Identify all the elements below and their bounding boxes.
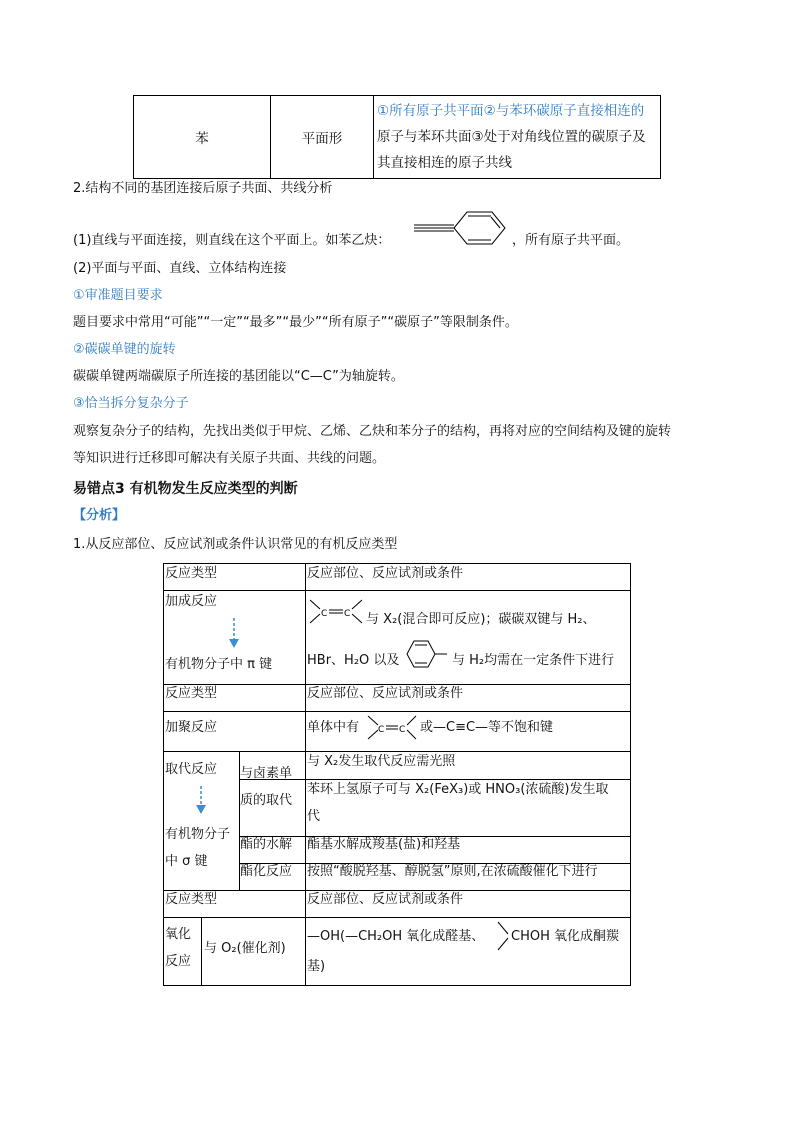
polymerization-cond-a: 单体中有 <box>307 720 360 735</box>
double-bond-structure-icon <box>308 597 364 627</box>
sub-heading-3: ③恰当拆分复杂分子 <box>73 396 189 411</box>
para-1a: (1)直线与平面连接，则直线在这个平面上。如苯乙炔： <box>73 233 391 248</box>
analysis-label: 【分析】 <box>73 508 126 523</box>
svg-text:C: C <box>344 609 351 619</box>
sub-text-3b: 等知识进行迁移即可解决有关原子共面、共线的问题。 <box>73 451 386 466</box>
sub-heading-1: ①审准题目要求 <box>73 288 163 303</box>
addition-reaction-label: 加成反应 <box>165 594 218 609</box>
halogen-cond-2a: 苯环上氢原子可与 X₂(FeX₃)或 HNO₃(浓硫酸)发生取 <box>307 782 609 797</box>
header-reaction-condition: 反应部位、反应试剂或条件 <box>307 566 464 581</box>
halogen-cond-1: 与 X₂发生取代反应需光照 <box>307 754 456 769</box>
oxidation-label-2: 反应 <box>165 954 192 969</box>
desc-line-1: ①所有原子共平面②与苯环碳原子直接相连的 <box>377 103 645 119</box>
header-reaction-type-2: 反应类型 <box>165 686 218 701</box>
oxidation-cond-1a: —OH(—CH₂OH 氧化成醛基、 <box>307 929 485 944</box>
oxidation-catalyst: 与 O₂(催化剂) <box>204 941 286 956</box>
sub-text-1: 题目要求中常用“可能”“一定”“最多”“最少”“所有原子”“碳原子”等限制条件。 <box>73 315 518 330</box>
para-1b: ，所有原子共平面。 <box>512 233 630 248</box>
svg-text:C: C <box>321 609 328 619</box>
double-bond-structure-icon-2 <box>366 713 418 743</box>
esterification-label: 酯化反应 <box>240 864 293 879</box>
desc-line-3: 其直接相连的原子共线 <box>377 155 512 171</box>
polymerization-label: 加聚反应 <box>165 720 218 735</box>
secondary-carbon-bond-icon <box>496 920 510 952</box>
esterification-cond: 按照“酸脱羟基、醇脱氢”原则,在浓硫酸催化下进行 <box>307 864 598 879</box>
oxidation-cond-2: 基) <box>307 959 326 974</box>
desc-line-2: 原子与苯环共面③处于对角线位置的碳原子及 <box>377 129 646 145</box>
section-2-title: 2.结构不同的基团连接后原子共面、共线分析 <box>73 181 333 196</box>
halogen-cond-2b: 代 <box>307 809 321 824</box>
oxidation-label-1: 氧化 <box>165 927 192 942</box>
down-arrow-icon-2 <box>194 786 208 816</box>
header-reaction-type-3: 反应类型 <box>165 892 218 907</box>
substitution-label: 取代反应 <box>165 762 218 777</box>
substitution-sigma-2: 中 σ 键 <box>165 854 208 869</box>
svg-text:C: C <box>378 725 385 735</box>
halogen-sub-line1: 与卤素单 <box>240 766 293 781</box>
molecule-shape-cell: 平面形 <box>271 96 374 179</box>
intro-text: 1.从反应部位、反应试剂或条件认识常见的有机反应类型 <box>73 537 398 552</box>
addition-cond-line2a: HBr、H₂O 以及 <box>307 653 400 668</box>
halogen-sub-line2: 质的取代 <box>240 793 293 808</box>
section-3-heading: 易错点3 有机物发生反应类型的判断 <box>73 481 298 497</box>
svg-text:C: C <box>399 725 406 735</box>
ester-hydrolysis-label: 酯的水解 <box>240 837 293 852</box>
addition-cond-line2b: 与 H₂均需在一定条件下进行 <box>452 653 615 668</box>
molecule-desc-cell <box>374 96 661 179</box>
down-arrow-icon <box>227 618 241 650</box>
sub-text-3a: 观察复杂分子的结构，先找出类似于甲烷、乙烯、乙炔和苯分子的结构，再将对应的空间结构及键的旋转 <box>73 424 672 439</box>
phenylacetylene-structure-icon <box>412 206 512 248</box>
substitution-sigma-1: 有机物分子 <box>165 827 231 842</box>
structure-table <box>133 95 661 179</box>
addition-cond-line1: 与 X₂(混合即可反应)；碳碳双键与 H₂、 <box>366 612 596 627</box>
molecule-name-cell: 苯 <box>134 96 271 179</box>
sub-heading-2: ②碳碳单键的旋转 <box>73 342 176 357</box>
polymerization-cond-b: 或—C≡C—等不饱和键 <box>420 720 554 735</box>
sub-text-2: 碳碳单键两端碳原子所连接的基团能以“C—C”为轴旋转。 <box>73 369 404 384</box>
header-reaction-condition-3: 反应部位、反应试剂或条件 <box>307 892 464 907</box>
addition-pi-bond: 有机物分子中 π 键 <box>165 657 273 672</box>
header-reaction-condition-2: 反应部位、反应试剂或条件 <box>307 686 464 701</box>
header-reaction-type: 反应类型 <box>165 566 218 581</box>
para-2: (2)平面与平面、直线、立体结构连接 <box>73 261 287 276</box>
oxidation-cond-1b: CHOH 氧化成酮羰 <box>511 929 619 944</box>
benzene-ring-icon <box>403 636 449 672</box>
ester-hydrolysis-cond: 酯基水解成羧基(盐)和羟基 <box>307 837 461 852</box>
